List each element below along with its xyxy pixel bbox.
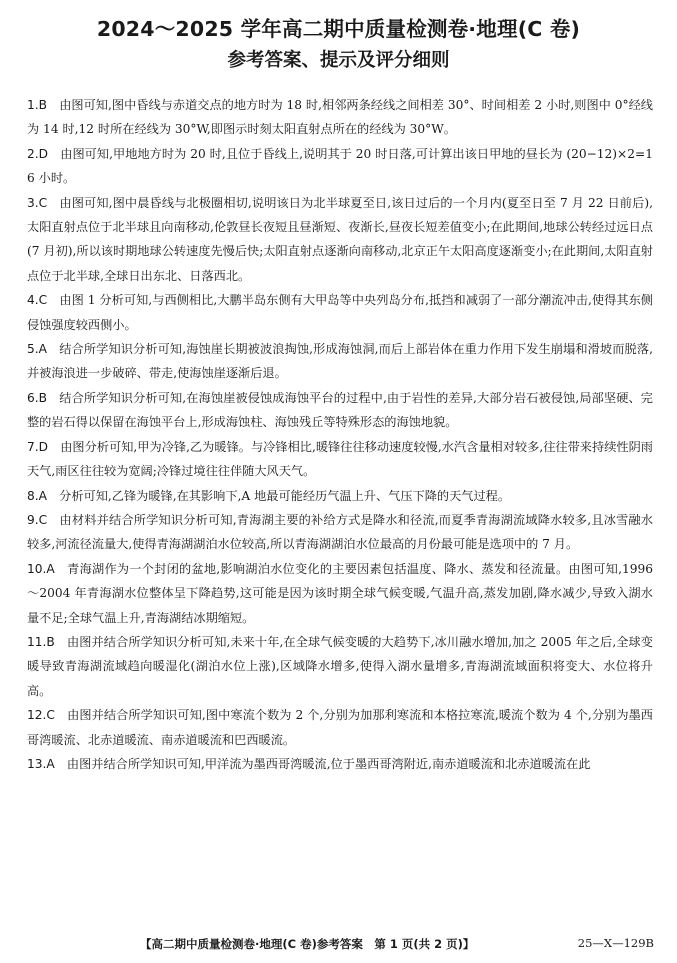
answer-number: 12.C [27, 708, 55, 723]
answer-number: 5.A [27, 342, 47, 357]
answer-item [27, 142, 653, 191]
answer-item [27, 288, 653, 337]
answer-number: 13.A [27, 756, 55, 771]
answer-explanation: 由图分析可知,甲为冷锋,乙为暖锋。与冷锋相比,暖锋往往移动速度较慢,水汽含量相对较多,往往带来持续性阴雨天气,雨区往往较为宽阔;冷锋过境往往伴随大风天气。 [27, 439, 653, 479]
answer-number: 8.A [27, 488, 47, 503]
answer-item [27, 386, 653, 435]
page-subtitle: 参考答案、提示及评分细则 [227, 50, 450, 71]
answer-list [27, 93, 653, 776]
answer-explanation: 分析可知,乙锋为暖锋,在其影响下,A 地最可能经历气温上升、气压下降的天气过程。 [59, 488, 511, 503]
answer-item [27, 508, 653, 557]
answer-number: 2.D [27, 146, 49, 161]
answer-number: 3.C [27, 195, 48, 210]
footer-page-info: 【高二期中质量检测卷·地理(C 卷)参考答案 第 1 页(共 2 页)】 [140, 937, 475, 951]
answer-number: 11.B [27, 634, 55, 649]
answer-item [27, 484, 653, 508]
answer-item [27, 752, 653, 776]
answer-explanation: 由图并结合所学知识分析可知,未来十年,在全球气候变暖的大趋势下,冰川融水增加,加之 2005 年之后,全球变暖导致青海湖流域趋向暖湿化(湖泊水位上涨),区域降水增多,使得入湖水量增多,青海湖流域面积将变大、水位将升高。 [27, 634, 653, 698]
answer-explanation: 由图并结合所学知识可知,甲洋流为墨西哥湾暖流,位于墨西哥湾附近,南赤道暖流和北赤道暖流在此 [66, 756, 591, 771]
answer-item [27, 191, 653, 289]
answer-number: 9.C [27, 512, 48, 527]
answer-number: 1.B [27, 98, 47, 112]
answer-item [27, 703, 653, 752]
answer-explanation: 由图 1 分析可知,与西侧相比,大鹏半岛东侧有大甲岛等中央列岛分布,抵挡和减弱了一部分潮流冲击,使得其东侧侵蚀强度较西侧小。 [27, 293, 653, 332]
answer-explanation: 结合所学知识分析可知,在海蚀崖被侵蚀成海蚀平台的过程中,由于岩性的差异,大部分岩石被侵蚀,局部坚硬、完整的岩石得以保留在海蚀平台上,形成海蚀柱、海蚀残丘等特殊形态的海蚀地貌。 [27, 390, 653, 430]
answer-item [27, 435, 653, 484]
answer-explanation: 由图并结合所学知识可知,图中寒流个数为 2 个,分别为加那利寒流和本格拉寒流,暖流个数为 4 个,分别为墨西哥湾暖流、北赤道暖流、南赤道暖流和巴西暖流。 [27, 708, 653, 747]
answer-explanation: 青海湖作为一个封闭的盆地,影响湖泊水位变化的主要因素包括温度、降水、蒸发和径流量。由图可知,1996～2004 年青海湖水位整体呈下降趋势,这可能是因为该时期全球气候变暖,气温升高,蒸发加剧,降水减少,导致入湖水量不足;全球气温上升,青海湖结冰期缩短。 [27, 561, 653, 625]
page-title: 2024～2025 学年高二期中质量检测卷·地理(C 卷) [96, 17, 581, 41]
answer-explanation: 结合所学知识分析可知,海蚀崖长期被波浪掏蚀,形成海蚀洞,而后上部岩体在重力作用下发生崩塌和滑坡而脱落,并被海浪进一步破碎、带走,使海蚀崖逐渐后退。 [27, 342, 653, 381]
answer-number: 7.D [27, 439, 49, 454]
answer-item [27, 93, 653, 142]
answer-item [27, 557, 653, 630]
answer-item [27, 337, 653, 386]
answer-explanation: 由图可知,甲地地方时为 20 时,且位于昏线上,说明其于 20 时日落,可计算出该日甲地的昼长为 (20−12)×2=16 小时。 [27, 146, 653, 186]
answer-number: 10.A [27, 561, 55, 576]
footer-code: 25—X—129B [577, 936, 654, 950]
answer-explanation: 由图可知,图中晨昏线与北极圈相切,说明该日为北半球夏至日,该日过后的一个月内(夏至日至 7 月 22 日前后),太阳直射点位于北半球且向南移动,伦敦昼长夜短且昼渐短、夜渐长,昼夜长短差值变小;在此期间,地球公转经过远日点(7 月初),所以该时期地球公转速度先慢后快;太阳直射点逐渐向南移动,北京正午太阳高度逐渐变小;在此期间,太阳直射点位于北半球,全球日出东北、日落西北。 [27, 195, 653, 283]
answer-number: 4.C [27, 293, 48, 308]
answer-explanation: 由材料并结合所学知识分析可知,青海湖主要的补给方式是降水和径流,而夏季青海湖流域降水较多,且冰雪融水较多,河流径流量大,使得青海湖湖泊水位较高,所以青海湖湖泊水位最高的月份最可能是选项中的 7 月。 [27, 512, 653, 552]
answer-item [27, 630, 653, 703]
answer-explanation: 由图可知,图中昏线与赤道交点的地方时为 18 时,相邻两条经线之间相差 30°、时间相差 2 小时,则图中 0°经线为 14 时,12 时所在经线为 30°W,即图示时刻太阳直射点所在的经线为 30°W。 [27, 98, 653, 137]
answer-number: 6.B [27, 390, 47, 405]
